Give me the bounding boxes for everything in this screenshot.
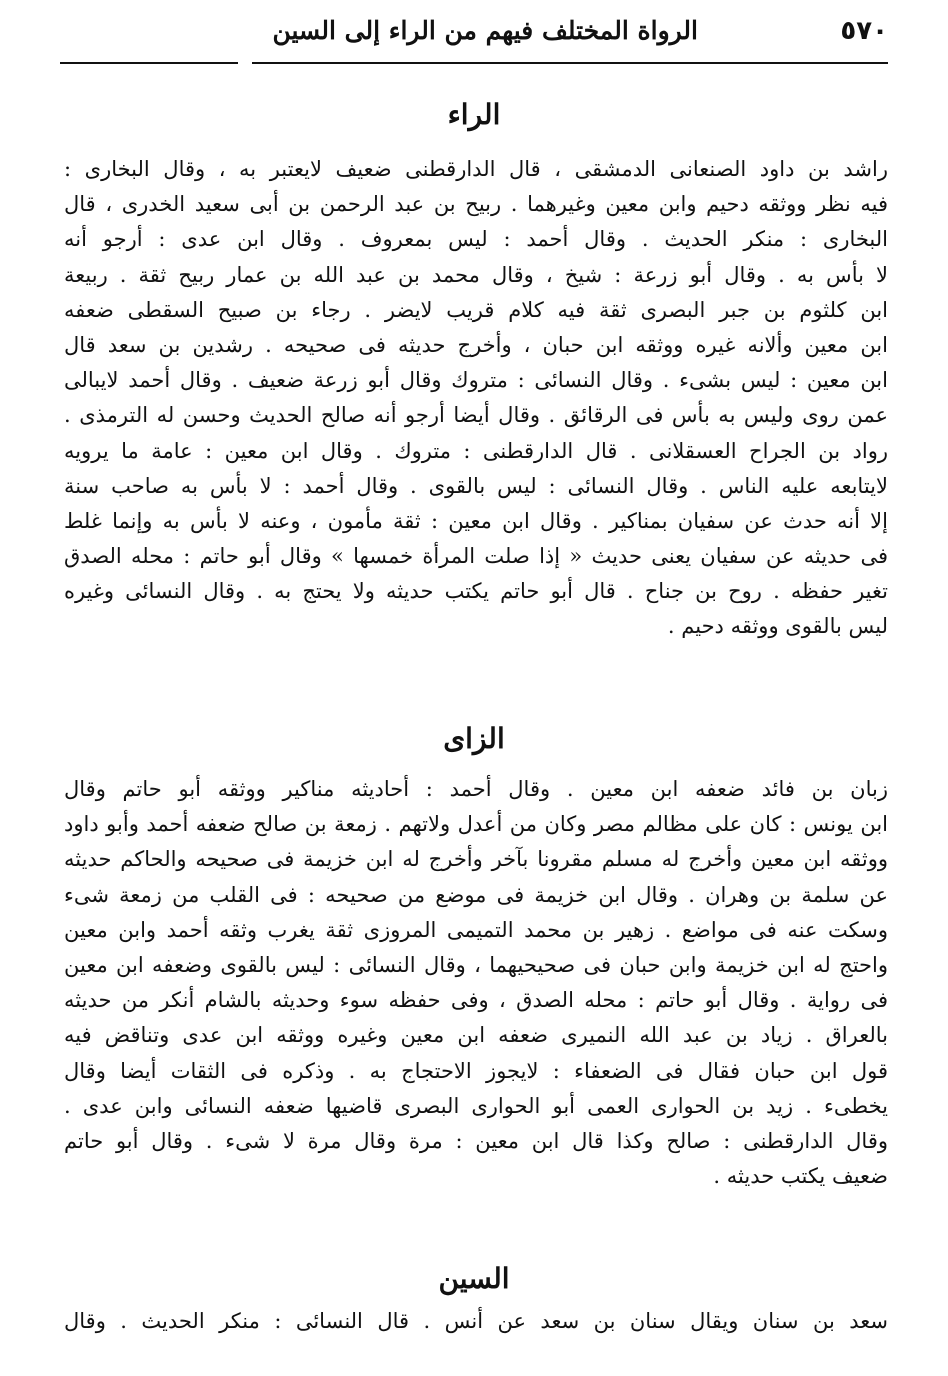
text-line: فى حديثه عن سفيان يعنى حديث « إذا صلت المرأة خمسها » وقال أبو حاتم : محله الصدق xyxy=(64,544,888,569)
text-line: عن سلمة بن وهران . وقال ابن خزيمة فى موضع من صحيحه : فى القلب من زمعة شىء xyxy=(64,882,888,907)
text-line: عمن روى وليس به بأس فى الرقائق . وقال أيضا أرجو أنه صالح الحديث وحسن له الترمذى . xyxy=(64,403,888,428)
text-line: ليس بالقوى ووثقه دحيم . xyxy=(667,614,888,639)
section-title-zay: الزاى xyxy=(443,722,505,755)
text-line: بالعراق . زياد بن عبد الله النميرى ضعفه ابن معين وغيره ووثقه ابن عدى وتناقض فيه xyxy=(64,1023,888,1048)
section-body-zay xyxy=(64,772,888,1194)
text-line: زبان بن فائد ضعفه ابن معين . وقال أحمد : أحاديثه مناكير ووثقه أبو حاتم وقال xyxy=(64,777,888,801)
page-number: ٥٧٠ xyxy=(840,16,888,46)
text-line: فى رواية . وقال أبو حاتم : محله الصدق ، وفى حفظه سوء وحديثه بالشام أنكر من حديثه xyxy=(64,988,888,1013)
text-line: سعد بن سنان ويقال سنان بن سعد عن أنس . قال النسائى : منكر الحديث . وقال xyxy=(64,1309,888,1333)
section-title-sin: السين xyxy=(438,1262,510,1295)
text-line: ابن يونس : كان على مظالم مصر وكان من أعدل ولاتهم . زمعة بن صالح ضعفه أحمد وأبو داود xyxy=(64,812,888,837)
text-line: رواد بن الجراح العسقلانى . قال الدارقطنى : متروك . وقال ابن معين : عامة ما يرويه xyxy=(64,438,888,463)
text-line: البخارى : منكر الحديث . وقال أحمد : ليس بمعروف . وقال ابن عدى : أرجو أنه xyxy=(64,227,888,252)
text-line: فيه نظر ووثقه دحيم وابن معين وغيرهما . ربيح بن عبد الرحمن بن أبى سعيد الخدرى ، قال xyxy=(64,192,888,217)
header-rule xyxy=(60,62,888,64)
header-rule-gap xyxy=(238,58,252,68)
text-line: وقال الدارقطنى : صالح وكذا قال ابن معين : مرة وقال مرة لا شىء . وقال أبو حاتم xyxy=(64,1128,888,1153)
text-line: واحتج له ابن خزيمة وابن حبان فى صحيحيهما ، وقال النسائى : ليس بالقوى وضعفه ابن معين xyxy=(64,952,888,977)
text-line: لا بأس به . وقال أبو زرعة : شيخ ، وقال محمد بن عبد الله بن عمار ربيح ثقة . ربيعة xyxy=(64,262,888,287)
text-line: ابن معين : ليس بشىء . وقال النسائى : متروك وقال أبو زرعة ضعيف . وقال أحمد لايبالى xyxy=(64,368,888,393)
text-line: راشد بن داود الصنعانى الدمشقى ، قال الدارقطنى ضعيف لايعتبر به ، وقال البخارى : xyxy=(64,157,888,181)
text-line: ووثقه ابن معين وأخرج له مسلم مقرونا بآخر وأخرج له ابن خزيمة فى صحيحه والحاكم حديثه xyxy=(64,847,888,872)
text-line: وسكت عنه فى مواضع . زهير بن محمد التميمى المروزى ثقة يغرب وثقه أحمد وابن معين xyxy=(64,917,888,942)
text-line: تغير حفظه . روح بن جناح . قال أبو حاتم يكتب حديثه ولا يحتج به . وقال النسائى وغيره xyxy=(64,579,888,604)
text-line: إلا أنه حدث عن سفيان بمناكير . وقال ابن معين : ثقة مأمون ، وعنه لا بأس به وإنما غلط xyxy=(64,508,888,533)
text-line: قول ابن حبان فقال فى الضعفاء : لايجوز الاحتجاج به . وذكره فى الثقات أيضا وقال xyxy=(64,1058,888,1083)
section-title-ra: الراء xyxy=(447,98,501,131)
text-line: ابن كلثوم بن جبر البصرى ثقة فيه كلام قريب لايضر . رجاء بن صبيح السقطى ضعفه xyxy=(64,297,888,322)
running-title: الرواة المختلف فيهم من الراء إلى السين xyxy=(272,16,698,45)
text-line: ضعيف يكتب حديثه . xyxy=(713,1164,888,1189)
text-line: يخطىء . زيد بن الحوارى العمى أبو الحوارى البصرى قاضيها ضعفه النسائى وابن عدى . xyxy=(64,1093,888,1118)
text-line: لايتابعه عليه الناس . وقال النسائى : ليس بالقوى . وقال أحمد : لا بأس به صاحب سنة xyxy=(64,473,888,498)
text-line: ابن معين وألانه غيره ووثقه ابن حبان ، وأخرج حديثه فى صحيحه . رشدين بن سعد قال xyxy=(64,332,888,357)
section-body-ra xyxy=(64,152,888,645)
section-body-sin xyxy=(64,1304,888,1339)
